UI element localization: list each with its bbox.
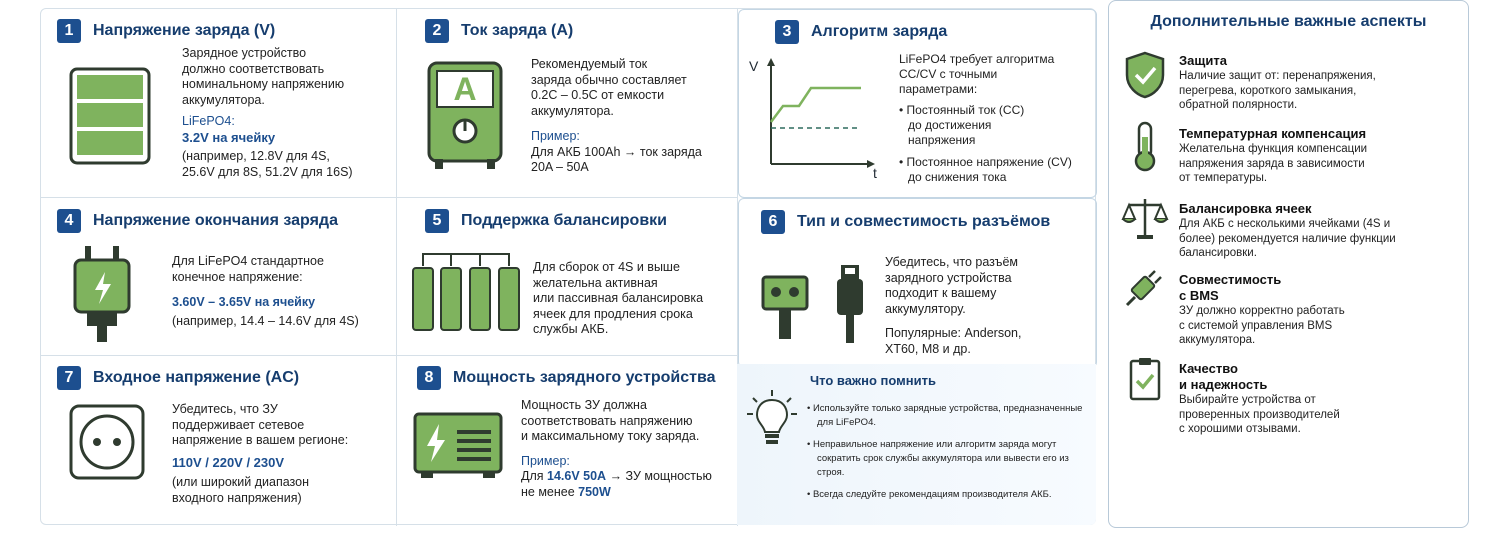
scales-icon [1123,197,1167,245]
card-text-line: Убедитесь, что ЗУ [172,402,278,416]
battery-icon [69,67,151,167]
card-sub-label: Пример: [521,453,570,468]
remember-box [737,364,1096,525]
battery-cells-icon [411,250,521,336]
bullet-line: • Постоянное напряжение (CV) [899,155,1072,169]
card-number: 2 [425,19,449,43]
additional-aspects-panel [1108,0,1469,528]
card-text-line: LiFePO4 требует алгоритма [899,52,1055,66]
card-charge-voltage [41,9,397,198]
card-charge-algorithm [738,9,1097,198]
card-text-line: Убедитесь, что разъём [885,255,1018,269]
clipboard-check-icon [1123,357,1167,405]
card-title: Мощность зарядного устройства [453,369,716,386]
card-extra-line: Популярные: Anderson, [885,326,1022,340]
aspect-balancing: Балансировка ячеек Для АКБ с несколькими ячейками (4S и более) рекомендуется наличие функции балансировки. [1179,201,1396,259]
card-text-line: конечное напряжение: [172,269,303,284]
card-text-line: CC/CV с точными [899,67,998,81]
card-text-line: подходит к вашему [885,286,997,300]
card-charger-power [397,356,738,526]
card-extra-line: (или широкий диапазон [172,475,309,489]
cc-cv-chart-icon [749,58,879,188]
card-extra-line: XT60, M8 и др. [885,341,971,356]
card-text-line: Рекомендуемый ток [531,57,648,71]
card-title: Напряжение заряда (V) [93,22,276,39]
connector-anderson-icon [761,275,811,341]
card-number: 6 [761,210,785,234]
panel-title: Дополнительные важные аспекты [1150,13,1427,30]
aspect-quality: Качество и надежность Выбирайте устройства от проверенных производителей с хорошими отзывами. [1179,361,1340,435]
plug-icon [1123,269,1167,317]
card-end-voltage [41,198,397,356]
card-extra-line: Для АКБ 100Ah → ток заряда [531,144,702,159]
card-text-line: должно соответствовать [182,61,325,76]
card-extra-line: входного напряжения) [172,490,302,505]
card-title: Алгоритм заряда [811,23,948,40]
lightbulb-icon [747,390,797,450]
card-sub-label: LiFePO4: [182,114,235,128]
card-text-line: напряжение в вашем регионе: [172,433,349,447]
card-text-line: Для LiFePO4 стандартное [172,254,324,268]
bullet-line: до снижения тока [908,170,1007,184]
card-title: Входное напряжение (AC) [93,369,300,386]
aspect-protection: Защита Наличие защит от: перенапряжения, перегрева, короткого замыкания, обратной полярности. [1179,53,1376,111]
card-text-line: зарядного устройства [885,270,1012,285]
card-extra-line: (например, 14.4 – 14.6V для 4S) [172,313,359,328]
card-text-line: поддерживает сетевое [172,417,305,432]
charger-unit-icon [413,412,505,480]
card-text-line: ячеек для продления срока [533,306,693,321]
card-text-line: желательна активная [533,275,658,290]
card-text-line: 0.2C – 0.5C от емкости [531,88,665,102]
card-text-line: параметрами: [899,82,978,96]
card-highlight: 110V / 220V / 230V [172,454,285,470]
remember-item: • Всегда следуйте рекомендациям производителя АКБ. [807,489,1052,500]
card-number: 5 [425,209,449,233]
remember-item: • Используйте только зарядные устройства, предназначенные для LiFePO4. [807,403,1083,428]
bullet-line: напряжения [908,133,976,147]
aspect-temperature: Температурная компенсация Желательна функция компенсации напряжения заряда в зависимости от температуры. [1179,126,1368,184]
card-example-line: Для 14.6V 50A → ЗУ мощностью [521,469,712,483]
card-text-line: и максимальному току заряда. [521,429,700,443]
card-example-line: не менее 750W [521,484,611,499]
card-balancing [397,198,738,356]
card-connectors [738,198,1097,368]
card-text-line: аккумулятору. [885,301,966,316]
card-number: 7 [57,366,81,390]
card-text-line: аккумулятора. [531,103,614,118]
card-highlight: 3.2V на ячейку [182,129,276,145]
remember-title: Что важно помнить [810,373,936,388]
remember-item: • Неправильное напряжение или алгоритм заряда могут сократить срок службы аккумулятора или вывести его из строя. [807,439,1069,478]
thermometer-icon [1123,121,1167,169]
axis-t-label: t [873,165,877,181]
card-text-line: или пассивная балансировка [533,291,704,305]
card-text-line: Мощность ЗУ должна [521,398,647,412]
card-number: 4 [57,209,81,233]
card-text-line: соответствовать напряжению [521,413,693,428]
ammeter-letter: A [453,71,477,107]
card-title: Поддержка балансировки [461,212,667,229]
aspect-bms: Совместимость с BMS ЗУ должно корректно работать с системой управления BMS аккумулятора. [1179,272,1345,346]
shield-icon [1123,51,1167,99]
card-title: Напряжение окончания заряда [93,212,338,229]
card-number: 8 [417,366,441,390]
remember-list [807,402,1092,510]
card-extra-line: 20A – 50A [531,160,589,174]
power-socket-icon [69,404,145,480]
axis-v-label: V [749,58,759,74]
bullet-line: • Постоянный ток (CC) [899,103,1025,117]
card-number: 1 [57,19,81,43]
card-text-line: аккумулятора. [182,92,265,107]
card-text-line: Зарядное устройство [182,46,307,60]
card-input-voltage [41,356,397,526]
card-text-line: Для сборок от 4S и выше [533,260,680,274]
connector-cable-icon [835,263,865,345]
card-sub-label: Пример: [531,129,580,143]
card-text-line: номинальному напряжению [182,77,345,91]
card-text-line: заряда обычно составляет [531,72,687,87]
card-number: 3 [775,20,799,44]
card-extra-line: (например, 12.8V для 4S, [182,149,330,163]
card-title: Тип и совместимость разъёмов [797,213,1051,230]
card-extra-line: 25.6V для 8S, 51.2V для 16S) [182,164,353,179]
bullet-line: до достижения [908,118,992,132]
card-charge-current [397,9,738,198]
card-highlight: 3.60V – 3.65V на ячейку [172,295,316,309]
charger-plug-icon [73,244,133,344]
card-text-line: службы АКБ. [533,322,609,336]
card-title: Ток заряда (A) [461,22,574,39]
